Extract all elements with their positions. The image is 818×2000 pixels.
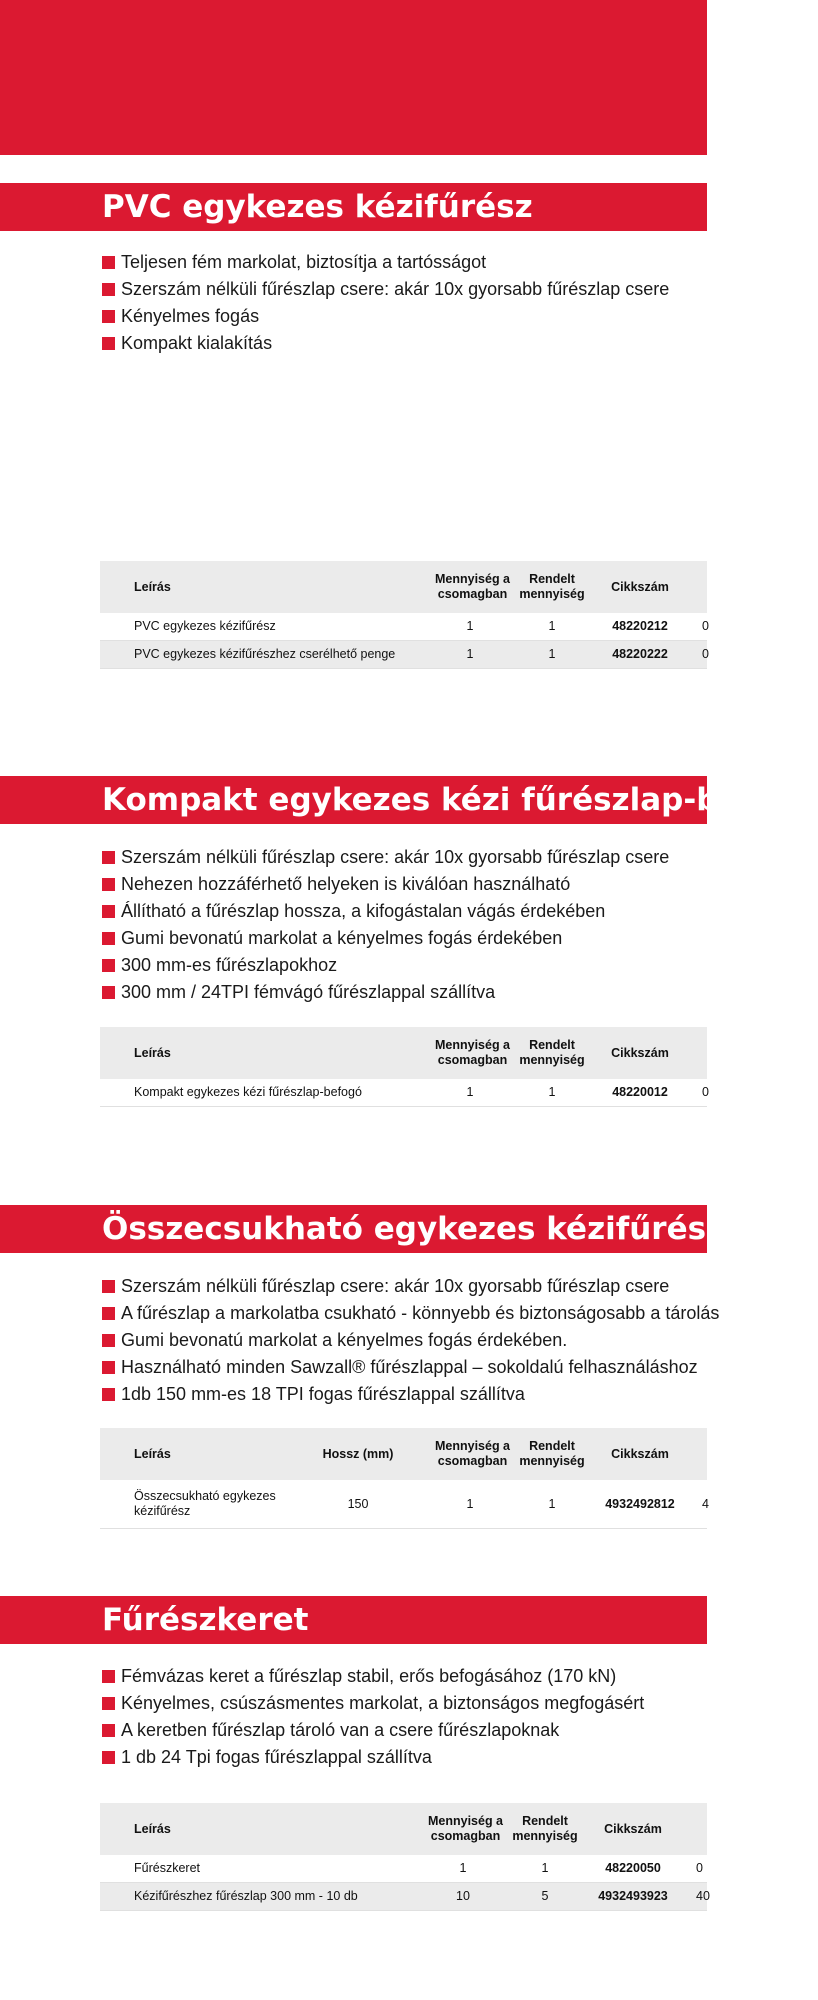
feature-text: Szerszám nélküli fűrészlap csere: akár 10x gyorsabb fűrészlap csere xyxy=(121,847,670,867)
table-row xyxy=(100,1883,710,1911)
section-header xyxy=(0,1205,725,1253)
feature-text: 1db 150 mm-es 18 TPI fogas fűrészlappal szállítva xyxy=(121,1384,525,1404)
feature-text: A fűrészlap a markolatba csukható - könnyebb és biztonságosabb a tárolás xyxy=(121,1303,720,1323)
table-header xyxy=(100,1428,707,1480)
feature-text: 300 mm-es fűrészlapokhoz xyxy=(121,955,338,975)
square-bullet-icon xyxy=(102,310,115,323)
header-description: Leírás xyxy=(134,1446,171,1461)
feature-text: 1 db 24 Tpi fogas fűrészlappal szállítva xyxy=(121,1747,432,1767)
feature-item xyxy=(102,249,707,276)
cell-order-quantity: 1 xyxy=(548,1085,556,1099)
cell-extra: 4 xyxy=(702,1496,709,1511)
product-table xyxy=(100,1803,710,1911)
feature-item xyxy=(102,1273,707,1300)
table-row xyxy=(100,1855,707,1883)
table-row xyxy=(100,613,707,641)
cell-description: Összecsukható egykezes kézifűrész xyxy=(134,1489,276,1518)
cell-article-number: 48220212 xyxy=(612,619,668,633)
cell-extra: 0 xyxy=(696,1861,703,1875)
feature-text: A keretben fűrészlap tároló van a csere fűrészlapoknak xyxy=(121,1720,560,1740)
table-row xyxy=(100,641,707,669)
square-bullet-icon xyxy=(102,851,115,864)
header-article-number: Cikkszám xyxy=(611,579,669,594)
feature-item xyxy=(102,1690,707,1717)
square-bullet-icon xyxy=(102,256,115,269)
feature-item xyxy=(102,1300,720,1327)
square-bullet-icon xyxy=(102,1751,115,1764)
header-description: Leírás xyxy=(134,1045,171,1060)
cell-pack-quantity: 1 xyxy=(459,1861,467,1875)
cell-order-quantity: 1 xyxy=(548,1496,556,1511)
header-pack-quantity: Mennyiség a csomagban xyxy=(434,1439,511,1468)
cell-article-number: 48220222 xyxy=(612,647,668,661)
header-article-number: Cikkszám xyxy=(604,1821,662,1836)
cell-extra: 0 xyxy=(702,1085,709,1099)
feature-text: Gumi bevonatú markolat a kényelmes fogás érdekében xyxy=(121,928,563,948)
cell-extra: 0 xyxy=(702,647,709,661)
section-title: Összecsukható egykezes kézifűrész xyxy=(102,1211,725,1247)
header-order-quantity: Rendelt mennyiség xyxy=(519,1038,585,1067)
cell-extra: 40 xyxy=(696,1889,710,1903)
cell-article-number: 4932493923 xyxy=(598,1889,668,1903)
square-bullet-icon xyxy=(102,1697,115,1710)
feature-item xyxy=(102,1354,707,1381)
section-header xyxy=(0,1596,707,1644)
feature-text: 300 mm / 24TPI fémvágó fűrészlappal szállítva xyxy=(121,982,496,1002)
feature-text: Használható minden Sawzall® fűrészlappal – sokoldalú felhasználáshoz xyxy=(121,1357,698,1377)
header-article-number: Cikkszám xyxy=(611,1045,669,1060)
cell-pack-quantity: 10 xyxy=(456,1889,470,1903)
header-description: Leírás xyxy=(134,579,171,594)
section-title: Kompakt egykezes kézi fűrészlap-befogó xyxy=(102,782,818,818)
feature-text: Gumi bevonatú markolat a kényelmes fogás érdekében. xyxy=(121,1330,568,1350)
cell-pack-quantity: 1 xyxy=(466,1085,474,1099)
feature-list xyxy=(102,1273,720,1408)
table-row xyxy=(100,1480,707,1529)
feature-text: Kényelmes fogás xyxy=(121,306,260,326)
square-bullet-icon xyxy=(102,1388,115,1401)
square-bullet-icon xyxy=(102,1334,115,1347)
cell-article-number: 48220012 xyxy=(612,1085,668,1099)
feature-item xyxy=(102,1327,707,1354)
square-bullet-icon xyxy=(102,283,115,296)
square-bullet-icon xyxy=(102,1307,115,1320)
cell-article-number: 48220050 xyxy=(605,1861,661,1875)
section-title: Fűrészkeret xyxy=(102,1602,309,1638)
cell-description: Fűrészkeret xyxy=(134,1861,200,1875)
feature-text: Nehezen hozzáférhető helyeken is kiválóan használható xyxy=(121,874,571,894)
feature-item xyxy=(102,330,707,357)
square-bullet-icon xyxy=(102,986,115,999)
cell-pack-quantity: 1 xyxy=(466,647,474,661)
product-table xyxy=(100,1027,707,1107)
header-length: Hossz (mm) xyxy=(322,1446,394,1461)
square-bullet-icon xyxy=(102,905,115,918)
cell-article-number: 4932492812 xyxy=(605,1496,675,1511)
feature-item xyxy=(102,925,707,952)
feature-list xyxy=(102,1663,707,1771)
feature-text: Szerszám nélküli fűrészlap csere: akár 10x gyorsabb fűrészlap csere xyxy=(121,279,670,299)
product-table xyxy=(100,1428,707,1529)
feature-item xyxy=(102,952,707,979)
feature-item xyxy=(102,1717,707,1744)
cell-description: Kompakt egykezes kézi fűrészlap-befogó xyxy=(134,1085,362,1099)
cell-order-quantity: 1 xyxy=(548,619,556,633)
feature-item xyxy=(102,303,707,330)
section-header xyxy=(0,183,707,231)
feature-text: Szerszám nélküli fűrészlap csere: akár 10x gyorsabb fűrészlap csere xyxy=(121,1276,670,1296)
cell-extra: 0 xyxy=(702,619,709,633)
cell-length: 150 xyxy=(347,1496,369,1511)
feature-text: Teljesen fém markolat, biztosítja a tartósságot xyxy=(121,252,487,272)
square-bullet-icon xyxy=(102,1724,115,1737)
cell-order-quantity: 5 xyxy=(541,1889,549,1903)
cell-order-quantity: 1 xyxy=(541,1861,549,1875)
feature-item xyxy=(102,979,707,1006)
square-bullet-icon xyxy=(102,1361,115,1374)
header-pack-quantity: Mennyiség a csomagban xyxy=(427,1814,504,1843)
square-bullet-icon xyxy=(102,337,115,350)
feature-item xyxy=(102,844,707,871)
header-order-quantity: Rendelt mennyiség xyxy=(519,572,585,601)
feature-item xyxy=(102,1663,707,1690)
cell-description: PVC egykezes kézifűrészhez cserélhető penge xyxy=(134,647,396,661)
top-red-band xyxy=(0,0,707,155)
table-row xyxy=(100,1079,707,1107)
feature-item xyxy=(102,898,707,925)
header-description: Leírás xyxy=(134,1821,171,1836)
table-header xyxy=(100,1803,707,1855)
square-bullet-icon xyxy=(102,878,115,891)
square-bullet-icon xyxy=(102,1280,115,1293)
product-table xyxy=(100,561,707,669)
header-pack-quantity: Mennyiség a csomagban xyxy=(434,1038,511,1067)
cell-order-quantity: 1 xyxy=(548,647,556,661)
cell-description: PVC egykezes kézifűrész xyxy=(134,619,276,633)
feature-item xyxy=(102,871,707,898)
header-pack-quantity: Mennyiség a csomagban xyxy=(434,572,511,601)
cell-pack-quantity: 1 xyxy=(466,1496,474,1511)
section-title: PVC egykezes kézifűrész xyxy=(102,189,533,225)
cell-description: Kézifűrészhez fűrészlap 300 mm - 10 db xyxy=(134,1889,358,1903)
square-bullet-icon xyxy=(102,959,115,972)
feature-text: Kompakt kialakítás xyxy=(121,333,273,353)
header-order-quantity: Rendelt mennyiség xyxy=(519,1439,585,1468)
section-header xyxy=(0,776,818,824)
feature-list xyxy=(102,844,707,1006)
feature-item xyxy=(102,276,707,303)
table-header xyxy=(100,561,707,613)
square-bullet-icon xyxy=(102,932,115,945)
feature-item xyxy=(102,1381,707,1408)
feature-text: Fémvázas keret a fűrészlap stabil, erős befogásához (170 kN) xyxy=(121,1666,617,1686)
header-article-number: Cikkszám xyxy=(611,1446,669,1461)
feature-text: Kényelmes, csúszásmentes markolat, a biztonságos megfogásért xyxy=(121,1693,645,1713)
feature-text: Állítható a fűrészlap hossza, a kifogástalan vágás érdekében xyxy=(121,901,606,921)
cell-pack-quantity: 1 xyxy=(466,619,474,633)
square-bullet-icon xyxy=(102,1670,115,1683)
table-header xyxy=(100,1027,707,1079)
feature-item xyxy=(102,1744,707,1771)
feature-list xyxy=(102,249,707,357)
header-order-quantity: Rendelt mennyiség xyxy=(512,1814,578,1843)
